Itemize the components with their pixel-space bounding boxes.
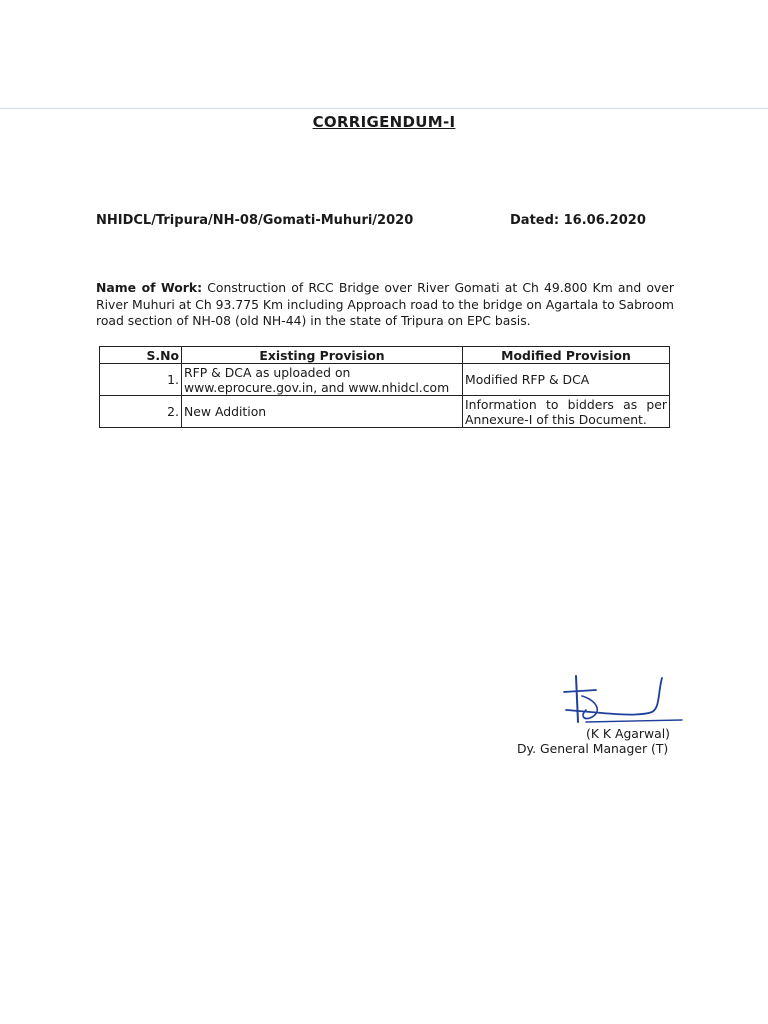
document-date: Dated: 16.06.2020 — [510, 213, 646, 228]
row-modified-provision: Information to bidders as per Annexure-I of this Document. — [463, 396, 670, 428]
signatory-designation: Dy. General Manager (T) — [517, 741, 669, 756]
row-sno: 2. — [100, 396, 182, 428]
table-row — [100, 364, 670, 396]
scan-artifact-line — [0, 108, 768, 109]
name-of-work-paragraph — [96, 280, 674, 330]
header-sno: S.No — [100, 347, 182, 364]
document-title: CORRIGENDUM-I — [312, 113, 456, 131]
handwritten-signature — [556, 672, 686, 732]
row-sno: 1. — [100, 364, 182, 396]
row-modified-provision: Modified RFP & DCA — [463, 364, 670, 396]
row-existing-provision: RFP & DCA as uploaded on www.eprocure.gov.in, and www.nhidcl.com — [182, 364, 463, 396]
signatory-name: (K K Agarwal) — [586, 726, 670, 741]
row-existing-provision: New Addition — [182, 396, 463, 428]
table-header-row — [100, 347, 670, 364]
name-of-work-text: Construction of RCC Bridge over River Gomati at Ch 49.800 Km and over River Muhuri at Ch 93.775 Km including Approach road to the bridge on Agartala to Sabroom road section of NH-08 (old NH-44) in the state of Tripura on EPC basis. — [96, 280, 674, 328]
provision-table — [99, 346, 670, 428]
name-of-work-label: Name of Work: — [96, 280, 203, 295]
reference-number: NHIDCL/Tripura/NH-08/Gomati-Muhuri/2020 — [96, 213, 414, 228]
header-modified-provision: Modified Provision — [463, 347, 670, 364]
header-existing-provision: Existing Provision — [182, 347, 463, 364]
table-row — [100, 396, 670, 428]
